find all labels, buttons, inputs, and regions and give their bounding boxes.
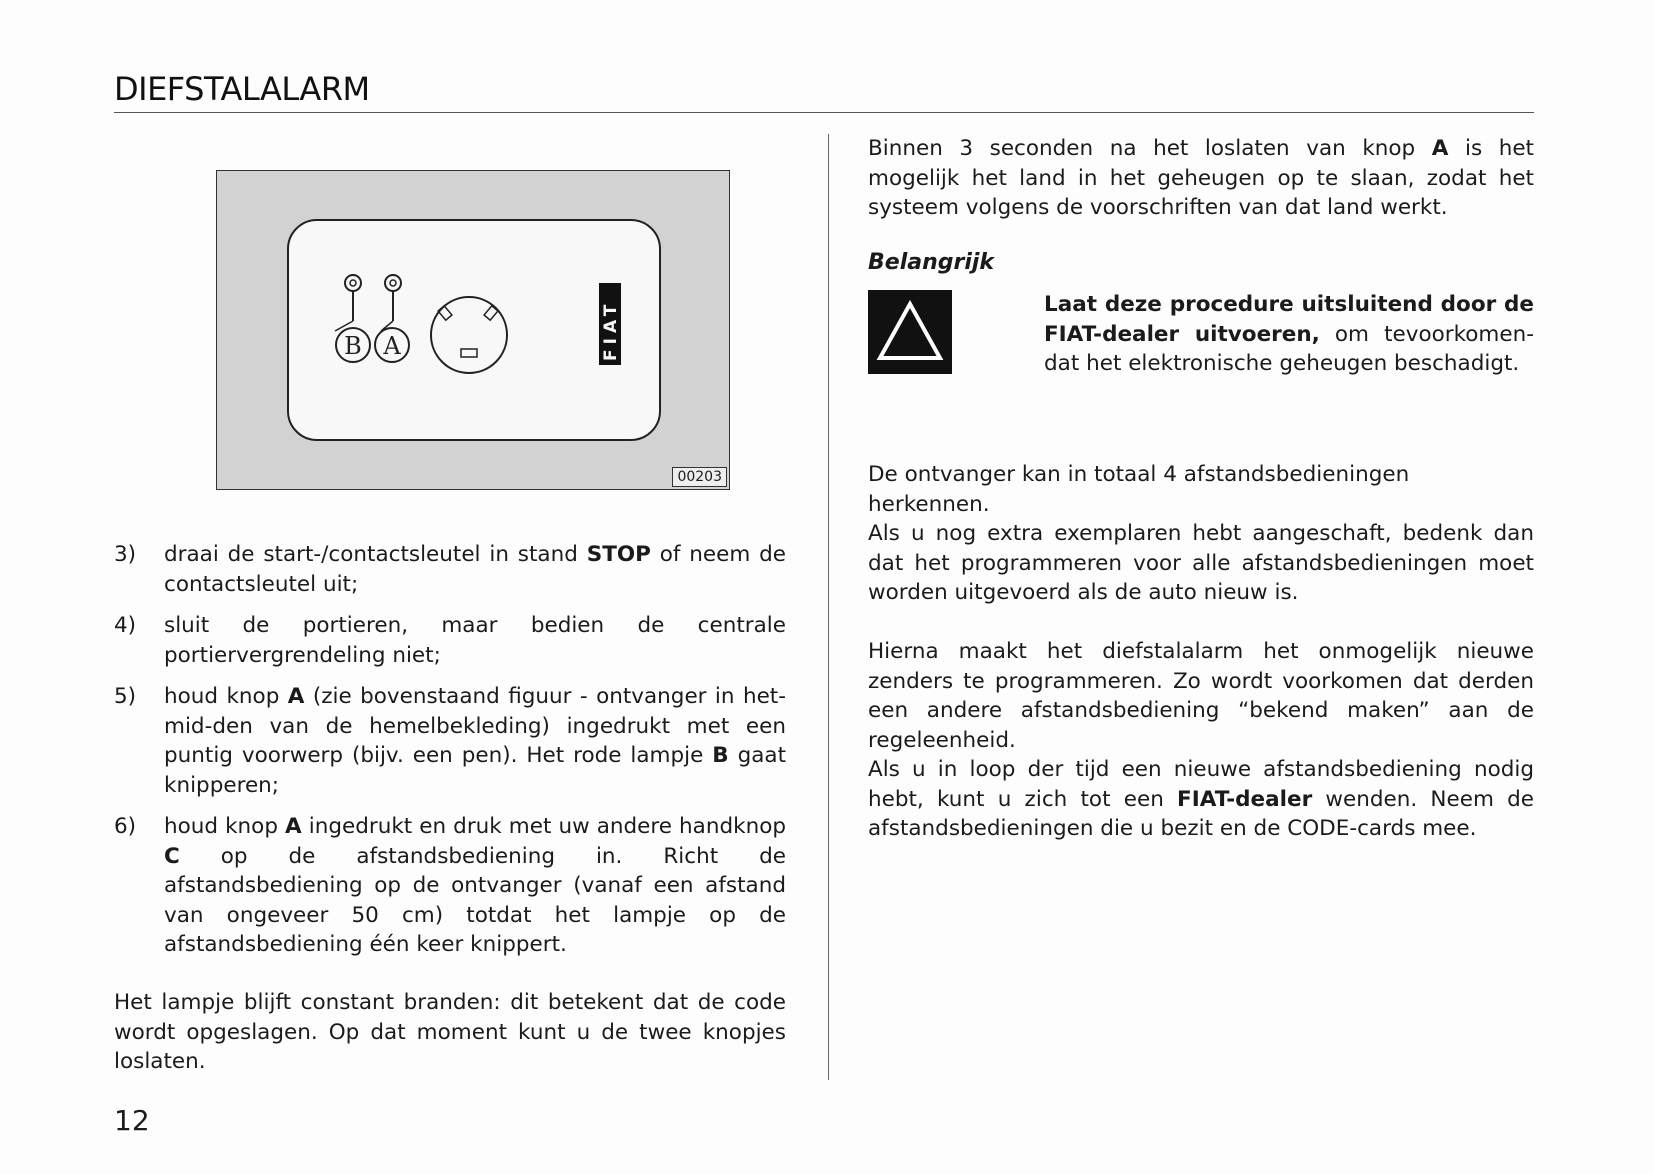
led-a-icon bbox=[381, 275, 401, 331]
step-number: 3) bbox=[114, 542, 137, 567]
step-number: 4) bbox=[114, 613, 137, 638]
page-header bbox=[114, 66, 1534, 113]
step-item: 3) draai de start-/contactsleutel in stand STOP of neem de contactsleutel uit; bbox=[114, 542, 786, 597]
right-paragraph-2: De ontvanger kan in totaal 4 afstandsbedieningen herkennen. bbox=[868, 462, 1410, 517]
connector-socket-icon bbox=[431, 297, 507, 373]
warning-text: Laat deze procedure uitsluitend door de FIAT-dealer uitvoeren, om tevoorkomen-dat het elektronische geheugen beschadigt. bbox=[1044, 292, 1534, 376]
receiver-figure bbox=[216, 170, 730, 490]
fiat-logo bbox=[599, 283, 621, 365]
step-item: 6) houd knop A ingedrukt en druk met uw andere handknop C op de afstandsbediening in. Richt de afstandsbediening op de ontvanger (vanaf een afstand van ongeveer 50 cm) totdat het lampje op de afstandsbediening één keer knippert. bbox=[114, 814, 786, 957]
step-item: 4) sluit de portieren, maar bedien de centrale portiervergrendeling niet; bbox=[114, 613, 786, 668]
column-divider bbox=[828, 134, 829, 1080]
instruction-steps bbox=[114, 540, 786, 972]
receiver-illustration bbox=[217, 171, 729, 489]
led-b-icon bbox=[335, 275, 361, 331]
page-title: DIEFSTALALARM bbox=[114, 70, 370, 108]
svg-text:FIAT: FIAT bbox=[601, 299, 621, 361]
warning-icon bbox=[868, 290, 952, 374]
left-footer-paragraph: Het lampje blijft constant branden: dit betekent dat de code wordt opgeslagen. Op dat moment kunt u de twee knopjes loslaten. bbox=[114, 990, 786, 1074]
right-paragraph-3: Als u nog extra exemplaren hebt aangeschaft, bedenk dan dat het programmeren voor alle afstandsbedieningen moet worden uitgevoerd als de auto nieuw is. bbox=[868, 521, 1534, 605]
step-item: 5) houd knop A (zie bovenstaand figuur - ontvanger in het-mid-den van de hemelbekleding) ingedrukt met een puntig voorwerp (bijv. een pen). Het rode lampje B gaat knipperen; bbox=[114, 684, 786, 798]
step-number: 5) bbox=[114, 684, 137, 709]
right-paragraph-5: Als u in loop der tijd een nieuwe afstandsbediening nodig hebt, kunt u zich tot een FIAT-dealer wenden. Neem de afstandsbedieningen die u bezit en de CODE-cards mee. bbox=[868, 757, 1534, 841]
figure-code: 00203 bbox=[672, 467, 727, 487]
step-number: 6) bbox=[114, 814, 137, 839]
label-a: A bbox=[383, 332, 401, 360]
important-heading: Belangrijk bbox=[868, 250, 995, 275]
page-number: 12 bbox=[114, 1104, 150, 1137]
right-paragraph-4: Hierna maakt het diefstalalarm het onmogelijk nieuwe zenders te programmeren. Zo wordt voorkomen dat derden een andere afstandsbediening “bekend maken” aan de regeleenheid. bbox=[868, 639, 1534, 753]
label-b: B bbox=[344, 332, 362, 360]
right-paragraph-1: Binnen 3 seconden na het loslaten van knop A is het mogelijk het land in het geheugen op te slaan, zodat het systeem volgens de voorschriften van dat land werkt. bbox=[868, 136, 1534, 220]
